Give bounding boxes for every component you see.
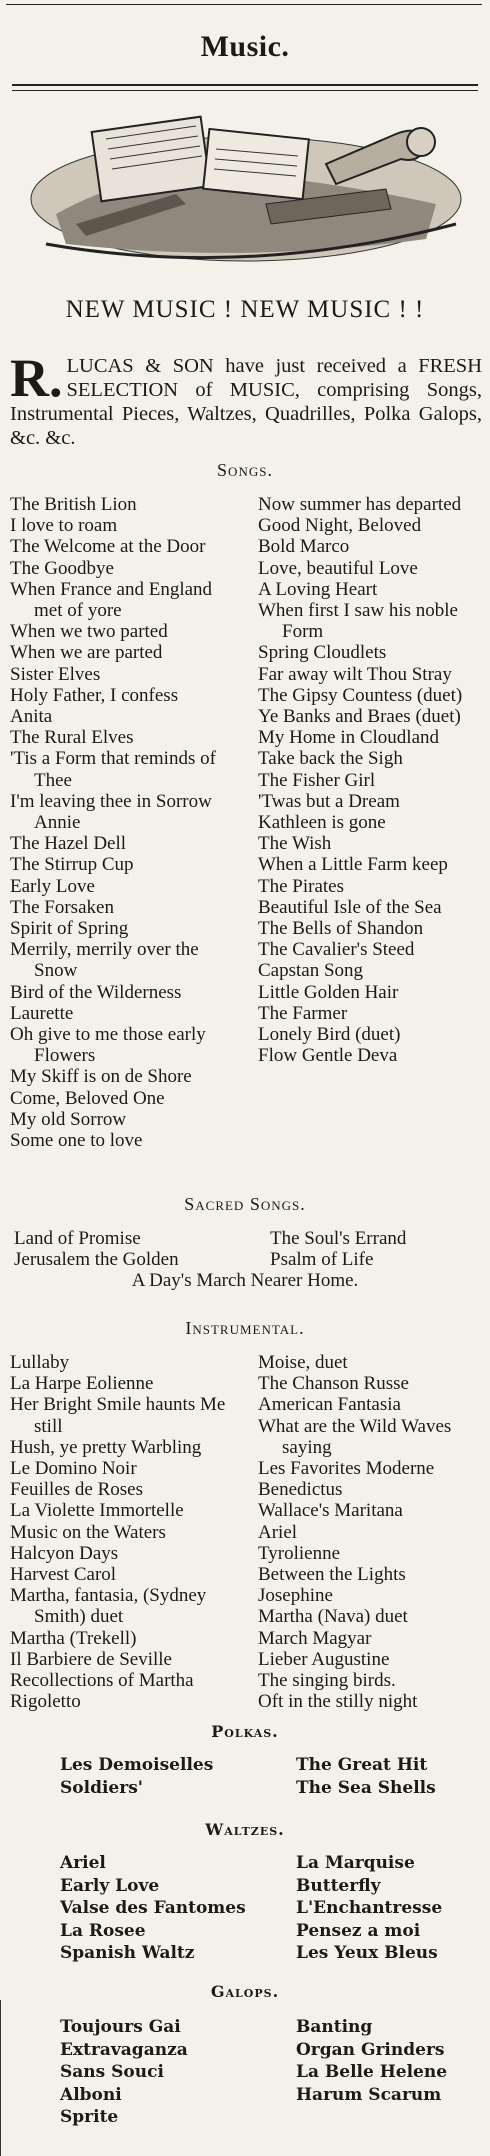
song-title: The British Lion: [10, 494, 137, 515]
song-title: 'Tis a Form that reminds of Thee: [10, 748, 216, 791]
song-title: A Loving Heart: [258, 578, 378, 600]
song-title: When we are parted: [10, 642, 163, 664]
song-title: Love, beautiful Love: [258, 557, 418, 579]
sacred-row2-left: Jerusalem the Golden: [14, 1249, 179, 1270]
masthead-rule: [12, 84, 478, 91]
song-title: The Wish: [258, 833, 332, 855]
intro-text: LUCAS & SON have just received a FRESH SELECTION of MUSIC, comprising Songs, Instrumental Pieces, Waltzes, Quadrilles, Polka Galops, &c. &c.: [10, 355, 482, 449]
song-title: 'Twas but a Dream: [258, 790, 400, 812]
song-title: Spirit of Spring: [10, 918, 129, 940]
song-title: Spring Cloudlets: [258, 642, 387, 664]
intro-paragraph: [10, 348, 482, 450]
waltz-title: Butterfly: [296, 1875, 381, 1896]
polkas-left-column: [60, 1754, 280, 1799]
instrumental-title: The singing birds.: [258, 1670, 396, 1692]
song-title: Far away wilt Thou Stray: [258, 663, 452, 685]
instrumental-title: Le Domino Noir: [10, 1458, 137, 1480]
galop-title: Harum Scarum: [296, 2084, 442, 2105]
sacred-row3: A Day's March Nearer Home.: [131, 1270, 359, 1291]
galop-title: Sprite: [60, 2107, 119, 2127]
instrumental-title: La Violette Immortelle: [10, 1500, 184, 1522]
song-title: Lonely Bird (duet): [258, 1024, 401, 1046]
instrumental-title: Wallace's Maritana: [258, 1500, 403, 1522]
sacred-row1-left: Land of Promise: [14, 1228, 141, 1249]
song-title: Come, Beloved One: [10, 1087, 165, 1109]
song-title: Kathleen is gone: [258, 812, 386, 834]
song-title: My Home in Cloudland: [258, 727, 440, 749]
instrumental-title: Halcyon Days: [10, 1542, 119, 1564]
instrumental-title: Martha (Nava) duet: [258, 1606, 408, 1628]
waltzes-left-column: [60, 1852, 280, 1965]
song-title: I love to roam: [10, 515, 118, 537]
instrumental-title: Harvest Carol: [10, 1564, 117, 1586]
song-title: The Pirates: [258, 875, 345, 897]
song-title: When we two parted: [10, 621, 168, 643]
top-rule: [6, 0, 482, 5]
galop-title: Toujours Gai: [60, 2017, 181, 2037]
instrumental-title: Feuilles de Roses: [10, 1479, 143, 1501]
instrumental-title: Il Barbiere de Seville: [10, 1648, 172, 1670]
polka-title: The Great Hit: [296, 1755, 428, 1775]
galops-right-column: [296, 2016, 486, 2106]
instrumental-title: Lieber Augustine: [258, 1648, 390, 1670]
polka-title: The Sea Shells: [296, 1777, 436, 1798]
song-title: Little Golden Hair: [258, 981, 399, 1003]
instrumental-title: Hush, ye pretty Warbling: [10, 1436, 202, 1458]
waltz-title: Valse des Fantomes: [60, 1898, 246, 1918]
instrumental-title: Les Favorites Moderne: [258, 1458, 435, 1480]
song-title: The Fisher Girl: [258, 769, 376, 791]
song-title: The Farmer: [258, 1002, 348, 1024]
song-title: The Cavalier's Steed: [258, 939, 415, 961]
songs-left-column: [10, 494, 238, 1151]
instrumental-title: Josephine: [258, 1585, 333, 1607]
instrumental-title: Tyrolienne: [258, 1542, 341, 1564]
instrumental-title: Music on the Waters: [10, 1521, 166, 1543]
instrumental-title: La Harpe Eolienne: [10, 1373, 154, 1395]
instrumental-title: What are the Wild Waves saying: [258, 1415, 452, 1458]
song-title: Bird of the Wilderness: [10, 981, 182, 1003]
song-title: Anita: [10, 706, 53, 728]
page-edge-rule: [0, 2000, 1, 2156]
instrumental-title: Moise, duet: [258, 1352, 348, 1373]
instrumental-title: Oft in the stilly night: [258, 1691, 418, 1713]
songs-heading: Songs.: [217, 460, 273, 480]
galops-left-column: [60, 2016, 280, 2129]
waltz-title: La Marquise: [296, 1853, 415, 1873]
galop-title: La Belle Helene: [296, 2062, 448, 2082]
waltzes-heading: Waltzes.: [205, 1820, 285, 1839]
waltzes-right-column: [296, 1852, 486, 1965]
instrumental-heading: Instrumental.: [185, 1318, 305, 1338]
instrumental-title: Recollections of Martha: [10, 1670, 194, 1692]
song-title: Flow Gentle Deva: [258, 1045, 398, 1067]
headline: NEW MUSIC ! NEW MUSIC ! !: [65, 296, 425, 323]
song-title: The Hazel Dell: [10, 833, 127, 855]
song-title: Holy Father, I confess: [10, 684, 179, 706]
waltz-title: Early Love: [60, 1875, 160, 1896]
instrumental-title: Rigoletto: [10, 1691, 81, 1713]
waltz-title: Ariel: [60, 1853, 106, 1873]
song-title: The Gipsy Countess (duet): [258, 684, 463, 706]
waltz-title: Spanish Waltz: [60, 1943, 195, 1963]
song-title: When France and England met of yore: [10, 578, 213, 622]
music-engraving-illustration: [26, 104, 466, 269]
waltz-title: Pensez a moi: [296, 1920, 421, 1941]
instrumental-title: Ariel: [258, 1521, 298, 1543]
song-title: I'm leaving thee in Sorrow Annie: [10, 790, 212, 834]
instrumental-title: Her Bright Smile haunts Me still: [10, 1394, 226, 1437]
galops-heading: Galops.: [210, 1982, 280, 2001]
instrumental-title: Martha, fantasia, (Sydney Smith) duet: [10, 1585, 207, 1628]
songs-right-column: [258, 494, 484, 1066]
instrumental-left-column: [10, 1352, 250, 1712]
song-title: The Welcome at the Door: [10, 536, 206, 558]
song-title: Sister Elves: [10, 663, 101, 685]
instrumental-title: Benedictus: [258, 1479, 343, 1501]
sacred-row2-right: Psalm of Life: [270, 1249, 374, 1270]
instrumental-title: Between the Lights: [258, 1564, 406, 1586]
song-title: My Skiff is on de Shore: [10, 1066, 192, 1088]
polkas-heading: Polkas.: [211, 1722, 279, 1741]
song-title: My old Sorrow: [10, 1108, 127, 1130]
song-title: The Rural Elves: [10, 727, 134, 749]
instrumental-title: Martha (Trekell): [10, 1627, 137, 1649]
polkas-right-column: [296, 1754, 486, 1799]
song-title: Good Night, Beloved: [258, 515, 422, 537]
waltz-title: Les Yeux Bleus: [296, 1943, 438, 1963]
song-title: When a Little Farm keep: [258, 854, 448, 876]
song-title: Bold Marco: [258, 536, 350, 558]
song-title: Some one to love: [10, 1130, 143, 1152]
instrumental-title: American Fantasia: [258, 1394, 401, 1416]
galop-title: Banting: [296, 2017, 373, 2037]
instrumental-title: March Magyar: [258, 1627, 372, 1649]
waltz-title: La Rosee: [60, 1920, 146, 1941]
song-title: The Stirrup Cup: [10, 854, 134, 876]
galop-title: Extravaganza: [60, 2039, 188, 2060]
song-title: Capstan Song: [258, 960, 364, 982]
song-title: The Bells of Shandon: [258, 918, 424, 940]
waltz-title: L'Enchantresse: [296, 1898, 443, 1918]
song-title: Now summer has departed: [258, 494, 462, 515]
masthead: Music.: [200, 30, 290, 63]
song-title: Oh give to me those early Flowers: [10, 1024, 206, 1067]
galop-title: Organ Grinders: [296, 2039, 445, 2060]
song-title: Laurette: [10, 1002, 74, 1024]
drop-cap: R.: [10, 348, 63, 408]
instrumental-title: Lullaby: [10, 1352, 70, 1373]
song-title: When first I saw his noble Form: [258, 600, 458, 643]
song-title: Take back the Sigh: [258, 748, 403, 770]
song-title: Ye Banks and Braes (duet): [258, 706, 461, 728]
song-title: The Forsaken: [10, 896, 114, 918]
galop-title: Alboni: [60, 2084, 122, 2105]
song-title: The Goodbye: [10, 557, 114, 579]
galop-title: Sans Souci: [60, 2062, 164, 2082]
polka-title: Soldiers': [60, 1777, 143, 1798]
sacred-row1-right: The Soul's Errand: [270, 1228, 407, 1249]
song-title: Beautiful Isle of the Sea: [258, 896, 442, 918]
instrumental-title: The Chanson Russe: [258, 1373, 409, 1395]
sacred-songs-heading: Sacred Songs.: [184, 1194, 306, 1214]
instrumental-right-column: [258, 1352, 484, 1712]
polka-title: Les Demoiselles: [60, 1755, 214, 1775]
song-title: Early Love: [10, 875, 95, 897]
song-title: Merrily, merrily over the Snow: [10, 939, 199, 982]
